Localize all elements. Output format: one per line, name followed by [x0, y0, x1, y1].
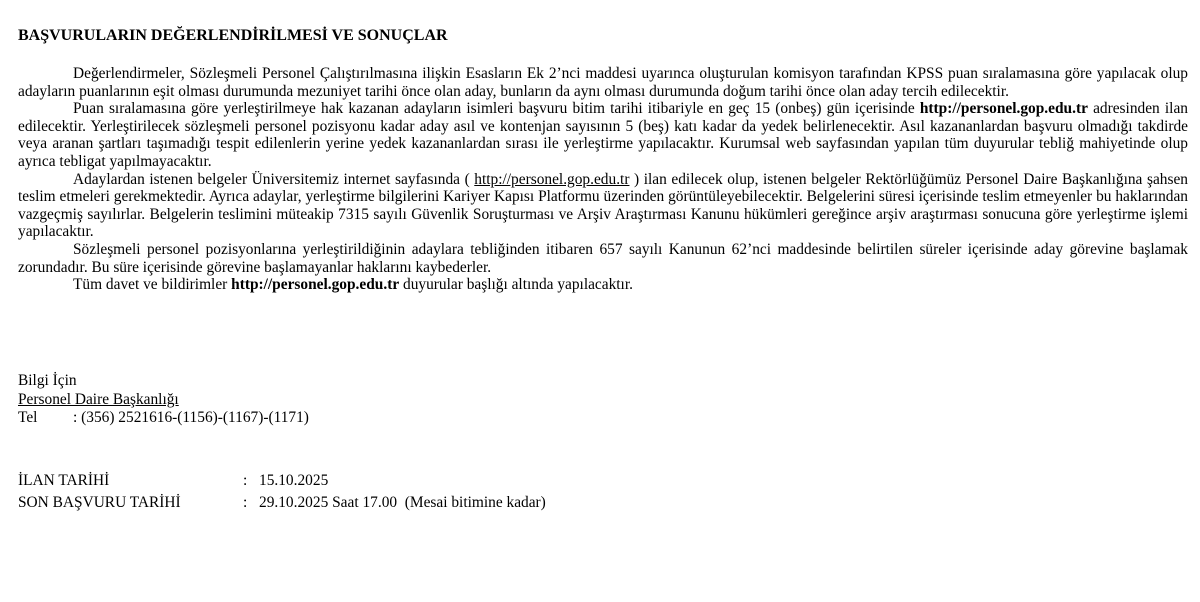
- paragraph-start-duty: [18, 241, 1188, 276]
- deadline-date-value: 29.10.2025 Saat 17.00 (Mesai bitimine kadar): [259, 494, 546, 511]
- paragraph-evaluation: [18, 65, 1188, 100]
- info-label: Bilgi İçin: [18, 372, 77, 389]
- paragraph-notifications-text-a: Tüm davet ve bildirimler: [73, 276, 232, 294]
- paragraph-documents-text-a: Adaylardan istenen belgeler Üniversitemiz internet sayfasında (: [73, 170, 475, 188]
- announcement-date-row: [18, 470, 546, 492]
- paragraph-start-duty-text: Sözleşmeli personel pozisyonlarına yerleştirildiğinin adaylara tebliğinden itibaren 657 sayılı Kanunun 62’nci maddesinde belirtilen süreler içerisinde aday görevine başlamak zorundadır. Bu süre içerisinde görevine başlamayanlar haklarını kaybederler.: [18, 240, 1188, 276]
- deadline-date-row: [18, 492, 546, 514]
- paragraph-results: [18, 100, 1188, 170]
- document-body: [18, 26, 1188, 294]
- personnel-website-link[interactable]: http://personel.gop.edu.tr: [474, 170, 630, 188]
- section-heading: BAŞVURULARIN DEĞERLENDİRİLMESİ VE SONUÇLAR: [18, 27, 448, 44]
- announcement-date-value: 15.10.2025: [259, 472, 329, 489]
- announcement-date-label: İLAN TARİHİ: [18, 472, 110, 489]
- paragraph-documents: [18, 171, 1188, 241]
- personnel-website-link-bold[interactable]: http://personel.gop.edu.tr: [919, 100, 1088, 118]
- phone-label: Tel: [18, 409, 38, 426]
- phone-row: [18, 409, 309, 428]
- deadline-date-label: SON BAŞVURU TARİHİ: [18, 494, 181, 511]
- paragraph-evaluation-text: Değerlendirmeler, Sözleşmeli Personel Çalıştırılmasına ilişkin Esasların Ek 2’nci maddesi uyarınca oluşturulan komisyon tarafından KPSS puan sıralamasına göre yapılacak olup adayların puanlarının eşit olması durumunda mezuniyet tarihi önce olan aday, bunların da aynı olması durumunda doğum tarihi önce olan aday tercih edilecektir.: [18, 65, 1188, 100]
- contact-info: [18, 372, 309, 428]
- paragraph-documents-text-b: ) ilan edilecek olup, istenen belgeler Rektörlüğümüz Personel Daire Başkanlığına şahsen teslim etmeleri gerekmektedir. Ayrıca adaylar, yerleştirme bilgilerini Kariyer Kapısı Platformu üzerinden görüntüleyebilecektir. Belgelerini süresi içerisinde teslim etmeyenler bu haklarından vazgeçmiş sayılırlar. Belgelerin teslimini müteakip 7315 sayılı Güvenlik Soruşturması ve Arşiv Araştırması Kanunu hükümleri gereğince arşiv araştırması sonucuna göre yerleştirme işlemi yapılacaktır.: [18, 170, 1188, 241]
- date-separator: :: [243, 494, 248, 511]
- dates-block: [18, 470, 546, 514]
- date-separator: :: [243, 472, 248, 489]
- department-name: Personel Daire Başkanlığı: [18, 390, 179, 408]
- paragraph-results-text-b: adresinden ilan edilecektir. Yerleştirilecek sözleşmeli personel pozisyonu kadar aday asıl ve kontenjan sayısının 5 (beş) katı kadar da yedek belirlenecektir. Asıl kazananlardan başvuru olmadığı takdirde veya aranan şartları taşımadığı tespit edilenlerin yerine yedek kazananlardan sırası ile yerleştirme yapılacaktır. Kurumsal web sayfasından yapılan tüm duyurular tebliğ mahiyetinde olup ayrıca tebligat yapılmayacaktır.: [18, 100, 1188, 170]
- phone-value: : (356) 2521616-(1156)-(1167)-(1171): [73, 409, 309, 426]
- paragraph-notifications-text-b: duyurular başlığı altında yapılacaktır.: [399, 276, 633, 294]
- personnel-website-link-bold[interactable]: http://personel.gop.edu.tr: [231, 276, 400, 294]
- paragraph-notifications: [18, 276, 1188, 294]
- paragraph-results-text-a: Puan sıralamasına göre yerleştirilmeye hak kazanan adayların isimleri başvuru bitim tarihi itibariyle en geç 15 (onbeş) gün içerisinde: [73, 100, 920, 118]
